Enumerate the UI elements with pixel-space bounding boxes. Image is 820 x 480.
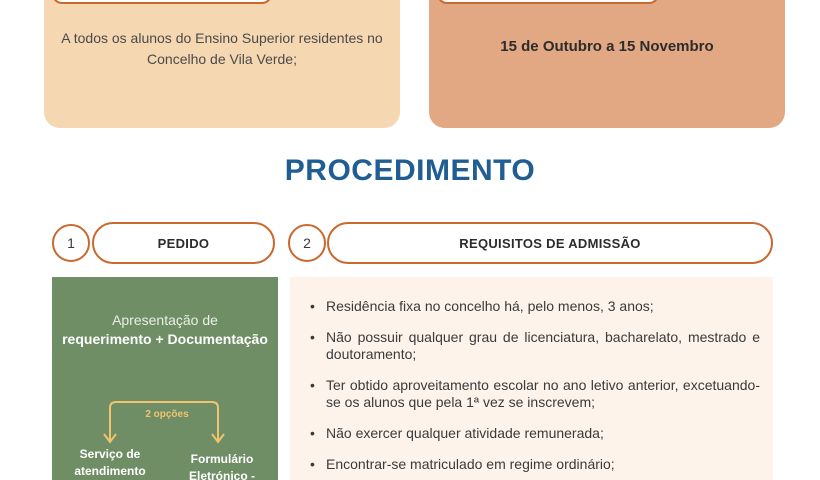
option-form: Formulário Eletrónico - bbox=[188, 452, 255, 480]
step-1-number: 1 bbox=[52, 224, 90, 262]
period-card bbox=[429, 0, 785, 128]
requisitos-list bbox=[310, 298, 760, 480]
options-arrows-icon bbox=[52, 396, 278, 446]
step-1-label: PEDIDO bbox=[92, 222, 275, 264]
pedido-documents: requerimento + Documentação bbox=[62, 331, 268, 347]
pedido-intro: Apresentação de bbox=[112, 312, 218, 328]
requisito-item: • Encontrar-se matriculado em regime ordinário; bbox=[310, 456, 760, 473]
step-2-number: 2 bbox=[288, 224, 326, 262]
audience-card-tab bbox=[52, 0, 272, 4]
requisito-item: • Ter obtido aproveitamento escolar no ano letivo anterior, excetuando-se os alunos que pela 1ª vez se inscrevem; bbox=[310, 377, 760, 411]
section-title: PROCEDIMENTO bbox=[284, 154, 536, 187]
requisito-item: • Não exercer qualquer atividade remunerada; bbox=[310, 425, 760, 442]
period-text: 15 de Outubro a 15 Novembro bbox=[500, 38, 714, 55]
requisito-item: • Residência fixa no concelho há, pelo menos, 3 anos; bbox=[310, 298, 760, 315]
period-card-tab bbox=[437, 0, 659, 4]
requisito-item: • Não possuir qualquer grau de licenciatura, bacharelato, mestrado e doutoramento; bbox=[310, 329, 760, 363]
step-2-label: REQUISITOS DE ADMISSÃO bbox=[327, 222, 773, 264]
audience-text: A todos os alunos do Ensino Superior residentes no Concelho de Vila Verde; bbox=[61, 30, 383, 67]
options-label: 2 opções bbox=[145, 409, 189, 420]
option-service: Serviço de atendimento bbox=[74, 447, 146, 478]
